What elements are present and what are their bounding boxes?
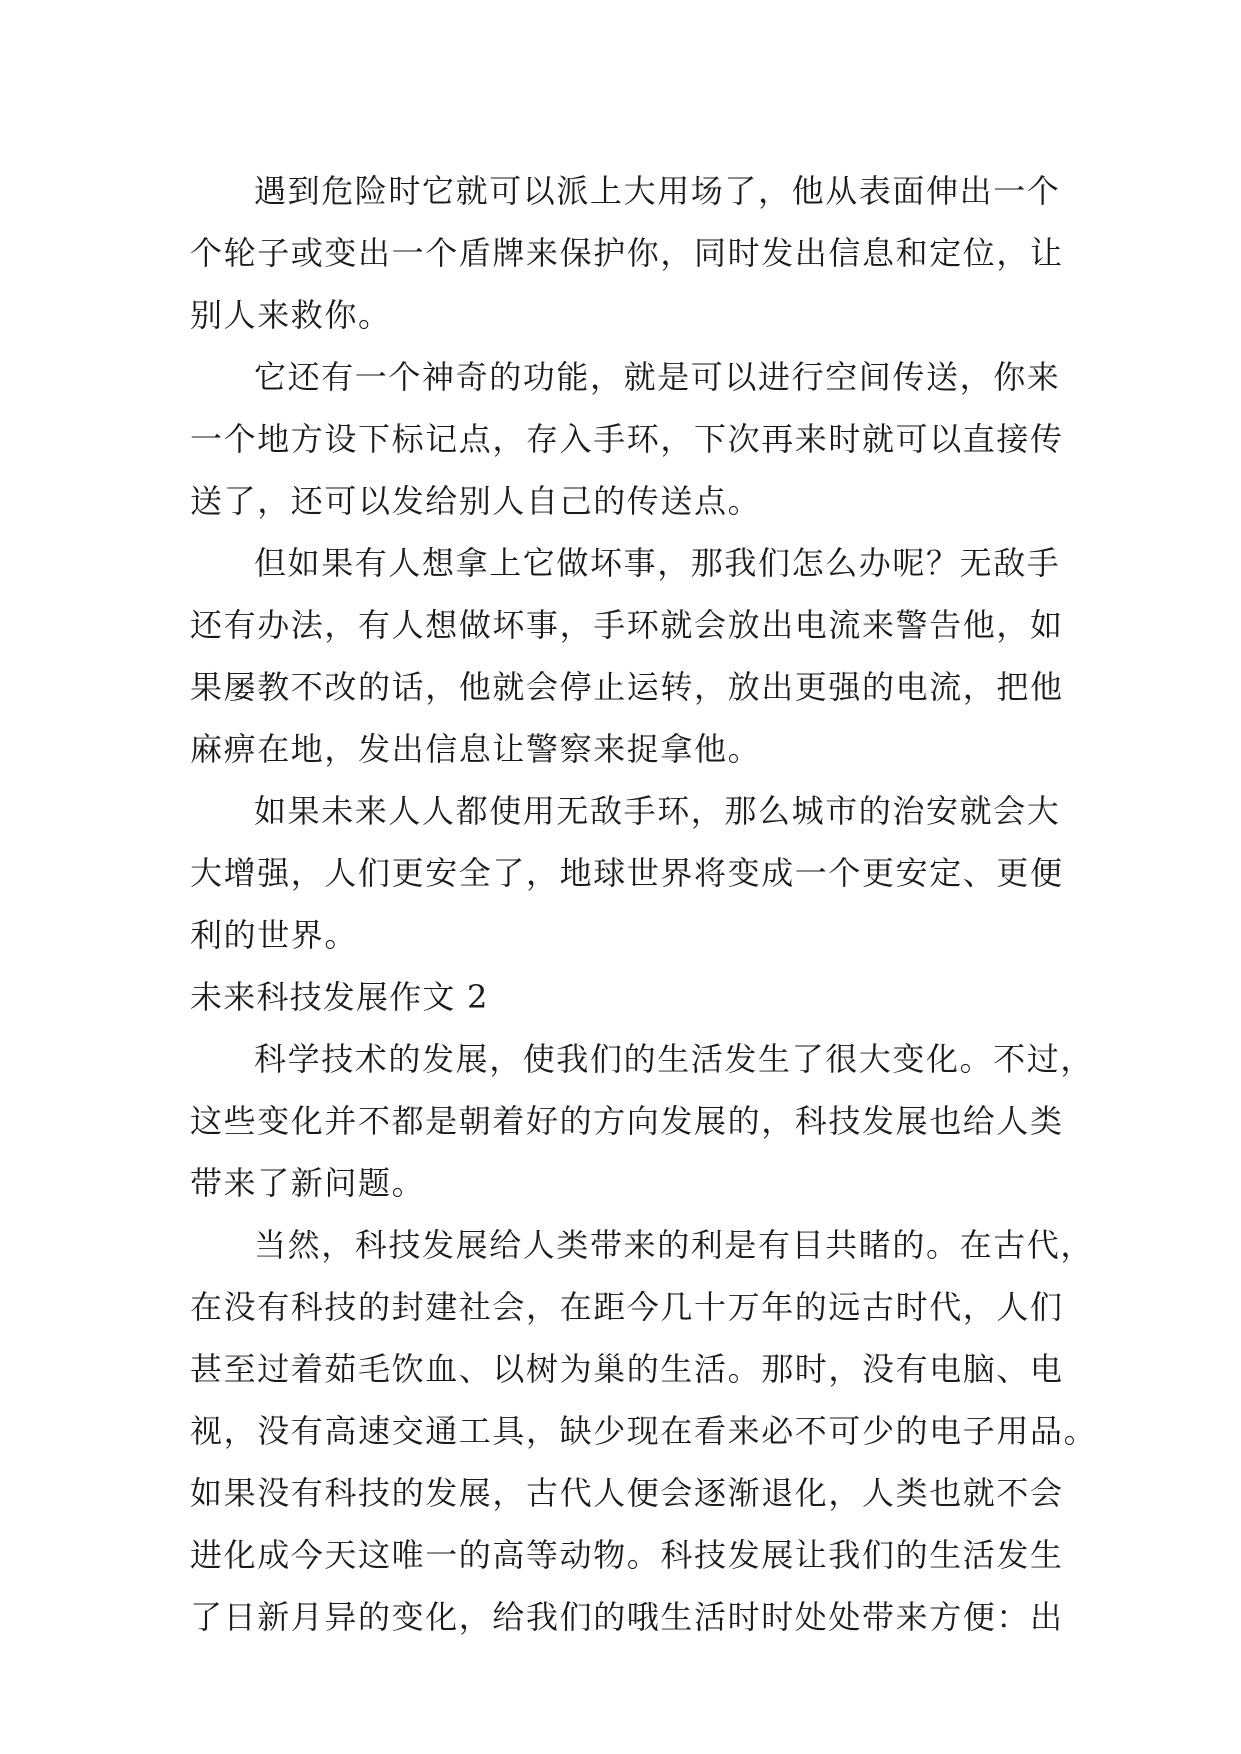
text-line: 送了，还可以发给别人自己的传送点。 [190, 482, 762, 520]
text-line: 科学技术的发展，使我们的生活发生了很大变化。不过， [254, 1040, 1095, 1078]
text-line: 麻痹在地，发出信息让警察来捉拿他。 [190, 730, 762, 768]
text-line: 一个地方设下标记点，存入手环，下次再来时就可以直接传 [190, 420, 1064, 458]
text-line: 它还有一个神奇的功能，就是可以进行空间传送，你来 [254, 358, 1061, 396]
text-line: 果屡教不改的话，他就会停止运转，放出更强的电流，把他 [190, 668, 1064, 706]
text-line: 如果未来人人都使用无敌手环，那么城市的治安就会大 [254, 792, 1061, 830]
section-heading: 未来科技发展作文 2 [190, 978, 489, 1016]
text-line: 带来了新问题。 [190, 1164, 426, 1202]
text-line: 视，没有高速交通工具，缺少现在看来必不可少的电子用品。 [190, 1412, 1098, 1450]
text-line: 大增强，人们更安全了，地球世界将变成一个更安定、更便 [190, 854, 1064, 892]
text-line: 这些变化并不都是朝着好的方向发展的，科技发展也给人类 [190, 1102, 1064, 1140]
text-line: 遇到危险时它就可以派上大用场了，他从表面伸出一个 [254, 172, 1061, 210]
text-line: 利的世界。 [190, 916, 359, 954]
text-line: 个轮子或变出一个盾牌来保护你，同时发出信息和定位，让 [190, 234, 1064, 272]
text-line: 如果没有科技的发展，古代人便会逐渐退化，人类也就不会 [190, 1474, 1064, 1512]
text-line: 了日新月异的变化，给我们的哦生活时时处处带来方便：出 [190, 1598, 1064, 1636]
text-line: 甚至过着茹毛饮血、以树为巢的生活。那时，没有电脑、电 [190, 1350, 1064, 1388]
text-line: 但如果有人想拿上它做坏事，那我们怎么办呢？无敌手 [254, 544, 1061, 582]
text-line: 别人来救你。 [190, 296, 392, 334]
essay-text [190, 160, 1098, 1648]
text-line: 进化成今天这唯一的高等动物。科技发展让我们的生活发生 [190, 1536, 1064, 1574]
text-line: 当然，科技发展给人类带来的利是有目共睹的。在古代， [254, 1226, 1095, 1264]
text-line: 还有办法，有人想做坏事，手环就会放出电流来警告他，如 [190, 606, 1064, 644]
text-line: 在没有科技的封建社会，在距今几十万年的远古时代，人们 [190, 1288, 1064, 1326]
